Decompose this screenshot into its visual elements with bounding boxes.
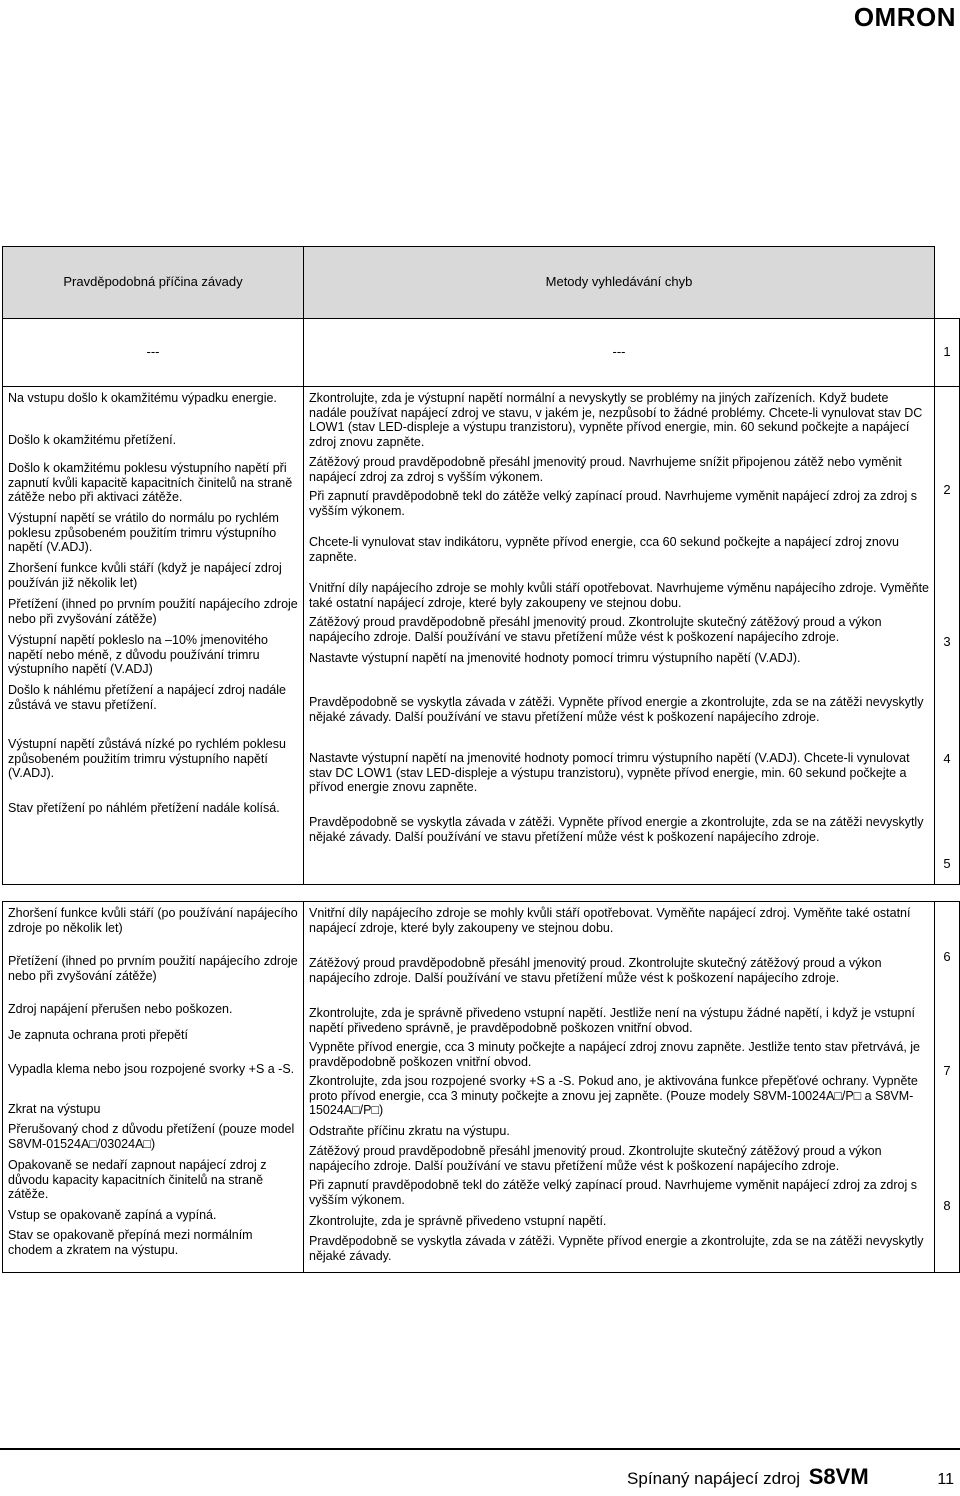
column-header-methods: Metody vyhledávání chyb: [304, 247, 935, 319]
block1-causes: [3, 387, 304, 885]
method-item: Zkontrolujte, zda jsou rozpojené svorky +S a -S. Pokud ano, je aktivována funkce přepěťové ochrany. Vypněte proto přívod energie, cca 3 minuty počkejte a znovu jej zapněte. (Pouze modely S8VM-10024A□/P□ a S8VM-15024A□/P□): [309, 1074, 918, 1117]
method-item: Nastavte výstupní napětí na jmenovité hodnoty pomocí trimru výstupního napětí (V.ADJ).: [309, 651, 801, 665]
method-item: Vnitřní díly napájecího zdroje se mohly kvůli stáří opotřebovat. Vyměňte napájecí zdroj. Vyměňte také ostatní napájecí zdroje, které byly zakoupeny ve stejnou dobu.: [309, 906, 911, 935]
method-item: Zkontrolujte, zda je správně přivedeno vstupní napětí. Jestliže není na výstupu žádné napětí, i když je vstupní napětí přivedeno správně, je pravděpodobně poškozen vnitřní obvod.: [309, 1006, 915, 1035]
cause-item: Stav se opakovaně přepíná mezi normálním chodem a zkratem na výstupu.: [8, 1228, 253, 1257]
page-number: 11: [937, 1471, 954, 1488]
cause-item: Zkrat na výstupu: [8, 1102, 101, 1116]
method-item: Zátěžový proud pravděpodobně přesáhl jmenovitý proud. Zkontrolujte skutečný zátěžový proud a výkon napájecího zdroje. Další používání ve stavu přetížení může vést k poškození napájecího zdroje.: [309, 956, 882, 985]
method-item: Zátěžový proud pravděpodobně přesáhl jmenovitý proud. Zkontrolujte skutečný zátěžový proud a výkon napájecího zdroje. Další používání ve stavu přetížení může vést k poškození napájecího zdroje.: [309, 1144, 882, 1173]
footer-title: Spínaný napájecí zdroj: [627, 1469, 800, 1488]
method-item: Nastavte výstupní napětí na jmenovité hodnoty pomocí trimru výstupního napětí (V.ADJ). Chcete-li vynulovat stav DC LOW1 (stav LED-displeje a výstupu tranzistoru), vypněte přívod energie, min. 60 sekund počkejte a přívod energie znovu zapněte.: [309, 751, 910, 794]
footer: [627, 1464, 954, 1490]
row-number: 6: [943, 949, 951, 964]
cause-item: Zhoršení funkce kvůli stáří (po používání napájecího zdroje po několik let): [8, 906, 298, 935]
cause-item: Na vstupu došlo k okamžitému výpadku energie.: [8, 391, 277, 405]
cause-item: Došlo k okamžitému poklesu výstupního napětí při zapnutí kvůli kapacitě kapacitních činitelů na straně zátěže nebo při aktivaci zátěže.: [8, 461, 293, 504]
cause-item: Přerušovaný chod z důvodu přetížení (pouze model S8VM-01524A□/03024A□): [8, 1122, 295, 1151]
method-item: Při zapnutí pravděpodobně tekl do zátěže velký zapínací proud. Navrhujeme vyměnit napájecí zdroj za zdroj s vyšším výkonem.: [309, 489, 917, 518]
cause-item: Vstup se opakovaně zapíná a vypíná.: [8, 1208, 217, 1222]
cause-item: Došlo k okamžitému přetížení.: [8, 433, 177, 447]
row1-cause: ---: [3, 319, 304, 387]
column-header-cause: Pravděpodobná příčina závady: [3, 247, 304, 319]
cause-item: Opakovaně se nedaří zapnout napájecí zdroj z důvodu kapacity kapacitních činitelů na straně zátěže.: [8, 1158, 267, 1201]
cause-item: Je zapnuta ochrana proti přepětí: [8, 1028, 188, 1042]
cause-item: Stav přetížení po náhlém přetížení nadále kolísá.: [8, 801, 280, 815]
row-number: 4: [943, 751, 951, 766]
method-item: Zátěžový proud pravděpodobně přesáhl jmenovitý proud. Zkontrolujte skutečný zátěžový proud a výkon napájecího zdroje. Další používání ve stavu přetížení může vést k poškození napájecího zdroje.: [309, 615, 882, 644]
troubleshooting-table-bottom: [2, 901, 960, 1273]
method-item: Odstraňte příčinu zkratu na výstupu.: [309, 1124, 510, 1138]
cause-item: Přetížení (ihned po prvním použití napájecího zdroje nebo při zvyšování zátěže): [8, 597, 298, 626]
row1-num: 1: [935, 319, 960, 387]
method-item: Pravděpodobně se vyskytla závada v zátěži. Vypněte přívod energie a zkontrolujte, zda se na zátěži nevyskytly nějaké závady.: [309, 1234, 924, 1263]
method-item: Pravděpodobně se vyskytla závada v zátěži. Vypněte přívod energie a zkontrolujte, zda se na zátěži nevyskytly nějaké závady. Další používání ve stavu přetížení může vést k poškození napájecího zdroje.: [309, 695, 924, 724]
cause-item: Výstupní napětí pokleslo na –10% jmenovitého napětí nebo méně, z důvodu používání trimru výstupního napětí (V.ADJ): [8, 633, 268, 676]
method-item: Pravděpodobně se vyskytla závada v zátěži. Vypněte přívod energie a zkontrolujte, zda se na zátěži nevyskytly nějaké závady. Další používání ve stavu přetížení může vést k poškození napájecího zdroje.: [309, 815, 924, 844]
cause-item: Zhoršení funkce kvůli stáří (když je napájecí zdroj používán již několik let): [8, 561, 282, 590]
omron-logo: OMRON: [853, 2, 956, 32]
row-number: 3: [943, 634, 951, 649]
row-number: 5: [943, 856, 951, 871]
cause-item: Došlo k náhlému přetížení a napájecí zdroj nadále zůstává ve stavu přetížení.: [8, 683, 286, 712]
method-item: Vnitřní díly napájecího zdroje se mohly kvůli stáří opotřebovat. Navrhujeme výměnu napájecího zdroje. Vyměňte také ostatní napájecí zdroje, které byly zakoupeny ve stejnou dobu.: [309, 581, 929, 610]
cause-item: Výstupní napětí zůstává nízké po rychlém poklesu způsobeném použitím trimru výstupního napětí (V.ADJ).: [8, 737, 286, 780]
troubleshooting-table-top: [2, 246, 960, 885]
block2-methods: [304, 902, 935, 1273]
method-item: Vypněte přívod energie, cca 3 minuty počkejte a napájecí zdroj znovu zapněte. Jestliže tento stav přetrvává, je pravděpodobně poškozen vnitřní obvod.: [309, 1040, 920, 1069]
cause-item: Výstupní napětí se vrátilo do normálu po rychlém poklesu způsobeném použitím trimru výstupního napětí (V.ADJ).: [8, 511, 279, 554]
cause-item: Vypadla klema nebo jsou rozpojené svorky +S a -S.: [8, 1062, 295, 1076]
method-item: Chcete-li vynulovat stav indikátoru, vypněte přívod energie, cca 60 sekund počkejte a napájecí zdroj znovu zapněte.: [309, 535, 899, 564]
cause-item: Přetížení (ihned po prvním použití napájecího zdroje nebo při zvyšování zátěže): [8, 954, 298, 983]
block1-nums: [935, 387, 960, 885]
block2-causes: [3, 902, 304, 1273]
row1-method: ---: [304, 319, 935, 387]
row-number: 7: [943, 1063, 951, 1078]
column-header-num: [935, 247, 960, 319]
row-number: 2: [943, 482, 951, 497]
method-item: Zkontrolujte, zda je výstupní napětí normální a nevyskytly se problémy na jiných zařízeních. Když budete nadále používat napájecí zdroj ve stavu, v jakém je, nezpůsobí to žádné problémy. Chcete-li vynulovat stav DC LOW1 (stav LED-displeje a výstupu tranzistoru), vypněte přívod energie, min. 60 sekund počkejte a napájecí zdroj znovu zapněte.: [309, 391, 923, 449]
method-item: Zátěžový proud pravděpodobně přesáhl jmenovitý proud. Navrhujeme snížit připojenou zátěž nebo vyměnit napájecí zdroj za zdroj s vyšším výkonem.: [309, 455, 902, 484]
block1-methods: [304, 387, 935, 885]
method-item: Při zapnutí pravděpodobně tekl do zátěže velký zapínací proud. Navrhujeme vyměnit napájecí zdroj za zdroj s vyšším výkonem.: [309, 1178, 917, 1207]
cause-item: Zdroj napájení přerušen nebo poškozen.: [8, 1002, 233, 1016]
footer-rule: [0, 1448, 960, 1450]
block2-nums: [935, 902, 960, 1273]
row-number: 8: [943, 1198, 951, 1213]
method-item: Zkontrolujte, zda je správně přivedeno vstupní napětí.: [309, 1214, 607, 1228]
footer-model: S8VM: [808, 1464, 869, 1489]
